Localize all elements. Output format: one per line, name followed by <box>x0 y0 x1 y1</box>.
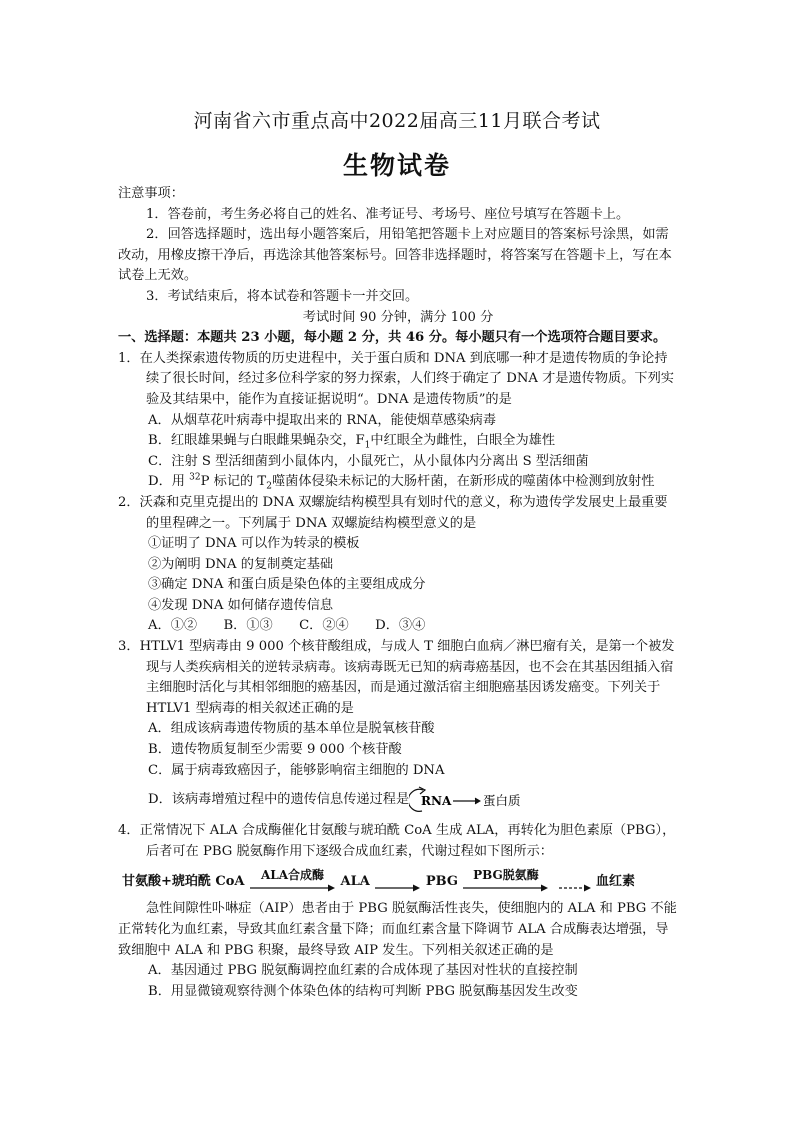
question-2-statement-2: ②为阐明 DNA 的复制奠定基础 <box>148 556 334 572</box>
q1-d-sup: 32 <box>189 472 201 483</box>
flow-arrow-ala-synthase <box>248 868 338 893</box>
question-2-statement-3: ③确定 DNA 和蛋白质是染色体的主要组成成分 <box>148 577 426 593</box>
rna-label: RNA <box>421 794 452 809</box>
flow-arrow-pbg-deaminase <box>461 868 551 893</box>
question-3-option-d <box>118 785 678 815</box>
protein-label: 蛋白质 <box>483 793 521 809</box>
question-4-stem: 4．正常情况下 ALA 合成酶催化甘氨酸与琥珀酰 CoA 生成 ALA，再转化为胆色素原（PBG），后者可在 PBG 脱氨酶作用下逐级合成血红素，代谢过程如下图所示： <box>118 823 676 859</box>
flow-arrow-dashed <box>557 883 593 893</box>
question-1-option-c: C．注射 S 型活细菌到小鼠体内，小鼠死亡，从小鼠体内分离出 S 型活细菌 <box>148 453 589 469</box>
flow-node-ala: ALA <box>340 873 370 889</box>
question-1-option-b <box>118 431 678 452</box>
q1-b-sub: 1 <box>364 440 371 451</box>
question-1-option-a: A．从烟草花叶病毒中提取出来的 RNA，能使烟草感染病毒 <box>148 412 497 428</box>
flow-arrow-plain <box>373 883 423 893</box>
notice-item-2: 2．回答选择题时，选出每小题答案后，用铅笔把答题卡上对应题目的答案标号涂黑，如需改动，用橡皮擦干净后，再选涂其他答案标号。回答非选择题时，将答案写在答题卡上，写在本试卷上无效。 <box>118 227 672 284</box>
exam-title: 河南省六市重点高中2022届高三11月联合考试 <box>193 110 601 132</box>
solid-arrow-icon <box>373 883 423 893</box>
section-heading: 一、选择题：本题共 23 小题，每小题 2 分，共 46 分。每小题只有一个选项符合题目要求。 <box>118 330 667 346</box>
flow-node-pbg: PBG <box>425 873 458 889</box>
exam-time-info: 考试时间 90 分钟，满分 100 分 <box>302 309 494 325</box>
question-3-option-c: C．属于病毒致癌因子，能够影响宿主细胞的 DNA <box>148 762 445 778</box>
question-2-stem: 2．沃森和克里克提出的 DNA 双螺旋结构模型具有划时代的意义，称为遗传学发展史上最重要的里程碑之一。下列属于 DNA 双螺旋结构模型意义的是 <box>118 494 668 531</box>
q1-d-text: D．用 <box>148 474 190 490</box>
question-2-statement-1: ①证明了 DNA 可以作为转录的模板 <box>148 536 360 552</box>
q1-d-text-end: 噬菌体侵染未标记的大肠杆菌，在新形成的噬菌体中检测到放射性 <box>271 474 655 490</box>
exam-content <box>118 184 678 1002</box>
question-3-stem: 3．HTLV1 型病毒由 9 000 个核苷酸组成，与成人 T 细胞白血病／淋巴瘤有关，是第一个被发现与人类疾病相关的逆转录病毒。该病毒既无已知的病毒癌基因，也不会在其基因组插入宿主细胞时活化与其相邻细胞的癌基因，而是通过激活宿主细胞癌基因诱发癌变。下列关于 HTLV1 型病毒的相关叙述正确的是 <box>118 639 675 716</box>
flow-label-pbg-deaminase: PBG脱氨酶 <box>473 868 539 883</box>
subject-title: 生物试卷 <box>342 151 451 180</box>
question-2-options: A．①② B．①③ C．②④ D．③④ <box>148 618 426 634</box>
notice-item-1: 1．答卷前，考生务必将自己的姓名、准考证号、考场号、座位号填写在答题卡上。 <box>146 206 630 222</box>
question-4-paragraph: 急性间隙性卟啉症（AIP）患者由于 PBG 脱氨酶活性丧失，使细胞内的 ALA 和 PBG 不能正常转化为血红素，导致其血红素含量下降；而血红素含量下降调节 ALA 合成酶表达增强，导致细胞中 ALA 和 PBG 积聚，最终导致 AIP 发生。下列相关叙述正确的是 <box>118 901 677 958</box>
question-1-option-d <box>118 472 678 493</box>
q1-b-text: B．红眼雄果蝇与白眼雌果蝇杂交，F <box>148 433 365 449</box>
flow-node-heme: 血红素 <box>595 873 635 889</box>
question-3-option-a: A．组成该病毒遗传物质的基本单位是脱氧核苷酸 <box>148 721 435 737</box>
metabolism-flow-diagram <box>122 868 678 893</box>
loop-arrowhead <box>419 787 425 794</box>
question-2-statement-4: ④发现 DNA 如何储存遗传信息 <box>148 597 334 613</box>
question-3-option-b: B．遗传物质复制至少需要 9 000 个核苷酸 <box>148 742 402 758</box>
question-1-stem: 1．在人类探索遗传物质的历史进程中，关于蛋白质和 DNA 到底哪一种才是遗传物质的争论持续了很长时间，经过多位科学家的努力探索，人们终于确定了 DNA 才是遗传物质。下列实验及其结果中，能作为直接证据说明“。DNA 是遗传物质”的是 <box>118 350 674 407</box>
translation-arrowhead <box>475 798 480 804</box>
question-4-option-a: A．基因通过 PBG 脱氨酶调控血红素的合成体现了基因对性状的直接控制 <box>148 963 578 979</box>
solid-arrow-icon <box>461 883 551 893</box>
dashed-arrow-icon <box>557 883 593 893</box>
question-4-option-b: B．用显微镜观察待测个体染色体的结构可判断 PBG 脱氨酶基因发生改变 <box>148 983 578 999</box>
rna-to-protein-diagram <box>409 785 534 815</box>
q1-b-text-end: 中红眼全为雌性，白眼全为雄性 <box>370 433 556 449</box>
q1-d-text-mid: P 标记的 T <box>200 474 267 490</box>
q1-d-sub: 2 <box>266 481 272 492</box>
flow-label-ala-synthase: ALA合成酶 <box>261 868 325 883</box>
q3-d-text: D．该病毒增殖过程中的遗传信息传递过程是 <box>148 791 410 807</box>
notice-item-3: 3．考试结束后，将本试卷和答题卡一并交回。 <box>146 288 419 304</box>
flow-node-substrates: 甘氨酸+琥珀酰 CoA <box>122 873 245 889</box>
solid-arrow-icon <box>248 883 338 893</box>
notice-heading: 注意事项： <box>118 186 184 201</box>
